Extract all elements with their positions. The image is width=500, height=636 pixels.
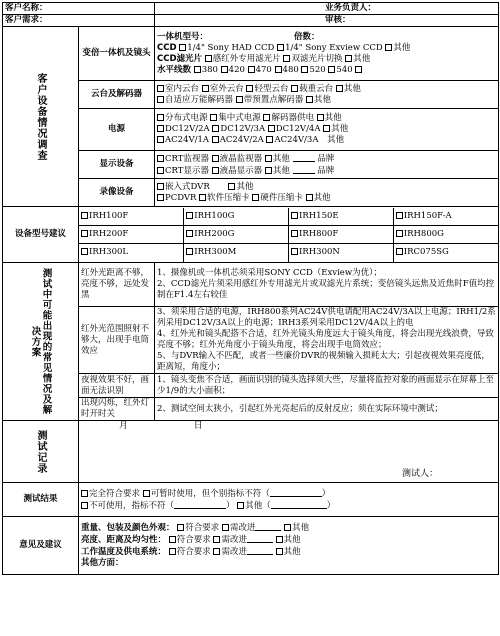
problem-flashlight-effect: 红外光范围照射不够大，出现手电筒效应 — [79, 307, 155, 374]
customer-survey-section-title: 客户设备情况调查 — [3, 27, 79, 207]
record-label: 录像设备 — [79, 179, 155, 207]
power-central-checkbox[interactable] — [210, 114, 217, 121]
appearance-other-checkbox[interactable] — [284, 524, 291, 531]
brightness-improve-blank[interactable] — [247, 534, 273, 543]
model-irh150f-a-checkbox[interactable] — [396, 212, 403, 219]
appearance-improve-checkbox[interactable] — [222, 524, 229, 531]
model-irh300n-checkbox[interactable] — [291, 248, 298, 255]
lcd-display-checkbox[interactable] — [212, 167, 219, 174]
ac-2a-checkbox[interactable] — [212, 136, 219, 143]
solution-lens-zoom: 1、镜头变焦不合适，画面识别的镜头选择须大些，尽量将监控对象的画面显示在屏幕上至少1/9的大小面积； — [155, 374, 499, 398]
result-fail-checkbox[interactable] — [81, 502, 88, 509]
tvl-480-checkbox[interactable] — [275, 66, 282, 73]
dc-4a-checkbox[interactable] — [268, 125, 275, 132]
model-irh100f-checkbox[interactable] — [81, 212, 88, 219]
tv-lines-label: 水平线数 — [157, 64, 192, 75]
ptz-label: 云台及解码器 — [79, 81, 155, 109]
brightness-other-checkbox[interactable] — [276, 536, 283, 543]
dc-2a-checkbox[interactable] — [157, 125, 164, 132]
problem-dark-distance: 红外光距离不够，亮度不够，远处发黑 — [79, 263, 155, 307]
tvl-custom-checkbox[interactable] — [355, 66, 362, 73]
model-irh100g-checkbox[interactable] — [186, 212, 193, 219]
pc-dvr-checkbox[interactable] — [157, 194, 164, 201]
ac-3a-checkbox[interactable] — [266, 136, 273, 143]
decoder-other-checkbox[interactable] — [306, 96, 313, 103]
problem-night-vision: 夜视效果不好，画面无法识别 — [79, 374, 155, 398]
test-result-title: 测试结果 — [3, 483, 79, 517]
dc-other-checkbox[interactable] — [323, 125, 330, 132]
test-record-area[interactable] — [79, 421, 499, 483]
filter-dual-checkbox[interactable] — [283, 55, 290, 62]
test-record-title: 测试记录 — [3, 421, 79, 483]
ccd-label: CCD — [157, 42, 177, 53]
customer-demand-label: 客户需求： — [3, 15, 155, 27]
brightness-label: 亮度、距离及均匀性： — [81, 535, 167, 545]
model-irh800f-checkbox[interactable] — [291, 230, 298, 237]
power-options: 分布式电源 集中式电源 解码器供电 其他 DC12V/2A DC12V/3A DC12V/4A 其他 AC24V/1A AC24V/2A AC24V/3A 其他 — [155, 109, 499, 151]
tvl-420-checkbox[interactable] — [221, 66, 228, 73]
power-distributed-checkbox[interactable] — [157, 114, 164, 121]
tester-label: 测试人： — [402, 469, 439, 479]
display-options: CRT监视器 液晶监视器 其他 品牌 CRT显示器 液晶显示器 其他 品牌 — [155, 151, 499, 179]
ccd-exview-checkbox[interactable] — [277, 44, 284, 51]
ptz-heavy-checkbox[interactable] — [291, 85, 298, 92]
model-irh150e-checkbox[interactable] — [291, 212, 298, 219]
decoder-preset-checkbox[interactable] — [236, 96, 243, 103]
opinion-title: 意见及建议 — [3, 517, 79, 575]
temperature-other-checkbox[interactable] — [276, 548, 283, 555]
filter-other-checkbox[interactable] — [345, 55, 352, 62]
ptz-options: 室内云台 室外云台 轻型云台 载重云台 其他 自适应万能解码器 带预置点解码器 其他 — [155, 81, 499, 109]
tvl-540-checkbox[interactable] — [328, 66, 335, 73]
embedded-dvr-checkbox[interactable] — [157, 183, 164, 190]
temperature-improve-blank[interactable] — [247, 546, 273, 555]
model-irh300l-checkbox[interactable] — [81, 248, 88, 255]
appearance-ok-checkbox[interactable] — [177, 524, 184, 531]
lens-label: 变倍一体机及镜头 — [79, 27, 155, 81]
display-other-blank[interactable] — [293, 153, 315, 162]
ccd-exview-option: 1/4" Sony Exview CCD — [285, 42, 383, 53]
record2-other-checkbox[interactable] — [306, 194, 313, 201]
display-label: 显示设备 — [79, 151, 155, 179]
power-decoder-checkbox[interactable] — [263, 114, 270, 121]
ccd-had-checkbox[interactable] — [179, 44, 186, 51]
model-grid: IRH100F IRH100G IRH150E IRH150F-A IRH200F IRH200G IRH800F IRH800G IRH300L IRH300M IRH300N IRC075SG — [79, 207, 499, 263]
result-fail-blank[interactable] — [174, 500, 226, 509]
filter-ir-option: 感红外专用滤光片 — [212, 53, 281, 64]
record-other-checkbox[interactable] — [228, 183, 235, 190]
ptz-light-checkbox[interactable] — [246, 85, 253, 92]
ptz-other-checkbox[interactable] — [336, 85, 343, 92]
ptz-outdoor-checkbox[interactable] — [202, 85, 209, 92]
test-report-form — [2, 2, 498, 632]
ccd-other-checkbox[interactable] — [385, 44, 392, 51]
filter-other-option: 其他 — [353, 53, 371, 64]
power-other-checkbox[interactable] — [317, 114, 324, 121]
filter-ir-checkbox[interactable] — [205, 55, 212, 62]
reviewer-label: 审核： — [155, 15, 499, 27]
model-irc075sg-checkbox[interactable] — [396, 248, 403, 255]
display2-other-checkbox[interactable] — [265, 167, 272, 174]
crt-monitor-checkbox[interactable] — [157, 155, 164, 162]
filter-dual-option: 双滤光片切换 — [291, 53, 343, 64]
result-temporary-checkbox[interactable] — [143, 490, 150, 497]
tvl-470-checkbox[interactable] — [248, 66, 255, 73]
lens-options: 一体机型号： 倍数： CCD 1/4" Sony HAD CCD 1/4" Sony Exview CCD 其他 CCD滤光片 感红外专用滤光片 双滤光片切换 其他 水平线数 380 420 470 480 520 540 — [155, 27, 499, 81]
model-suggestion-title: 设备型号建议 — [3, 207, 79, 263]
dc-3a-checkbox[interactable] — [212, 125, 219, 132]
form-table — [2, 2, 499, 575]
record-month: 月 — [119, 421, 129, 431]
ptz-indoor-checkbox[interactable] — [157, 85, 164, 92]
result-pass-checkbox[interactable] — [81, 490, 88, 497]
solution-ccd: 1、摄像机或一体机芯须采用SONY CCD（Exview为优）； 2、CCD滤光片须采用感红外专用滤光片或双滤光片系统；变倍镜头远焦及近焦时F值均控制在F1.4左右较佳 — [155, 263, 499, 307]
tvl-380-checkbox[interactable] — [194, 66, 201, 73]
decoder-adaptive-checkbox[interactable] — [157, 96, 164, 103]
temperature-improve-checkbox[interactable] — [213, 548, 220, 555]
solutions-section-title: 测试中可能出现的常见情况及解决方案 — [3, 263, 79, 421]
display-other-checkbox[interactable] — [265, 155, 272, 162]
ccd-filter-label: CCD滤光片 — [157, 53, 203, 64]
result-temporary-blank[interactable] — [270, 488, 322, 497]
tvl-520-checkbox[interactable] — [301, 66, 308, 73]
appearance-improve-blank[interactable] — [255, 522, 281, 531]
brightness-improve-checkbox[interactable] — [213, 536, 220, 543]
ac-other-option: 其他 — [327, 135, 345, 145]
solution-power-angle: 3、须采用合适的电源，IRH800系列AC24V供电请配用AC24V/3A以上电源；IRH1/2系列采用DC12V/3A以上的电源；IRH3系列采用DC12V/4A以上的电 4、红外光和镜头配搭不合适，红外光镜头角度远大于镜头角度，将会出现光线浪费，导致亮度不够；红外光角度小于镜头角度，将会出现手电筒效应； 5、与DVR输入不匹配，或者一些廉价DVR的视频输入损耗太大；引起夜视效果亮度低，距离短，角度小； — [155, 307, 499, 374]
power-label: 电源 — [79, 109, 155, 151]
model-irh200f-checkbox[interactable] — [81, 230, 88, 237]
ac-1a-checkbox[interactable] — [157, 136, 164, 143]
model-irh200g-checkbox[interactable] — [186, 230, 193, 237]
result-other-checkbox[interactable] — [237, 502, 244, 509]
result-other-blank[interactable] — [271, 500, 327, 509]
opinion-options: 重量、包装及颜色外观： 符合要求 需改进 其他 亮度、距离及均匀性： 符合要求 需改进 其他 工作温度及供电系统： 符合要求 需改进 其他 其他方面： — [79, 517, 499, 575]
brightness-ok-checkbox[interactable] — [169, 536, 176, 543]
hardware-card-checkbox[interactable] — [252, 194, 259, 201]
solution-space: 2、测试空间太狭小，引起红外光亮起后的反射反应；须在实际环境中测试； — [155, 398, 499, 421]
zoom-label: 倍数： — [293, 31, 320, 42]
test-result-options: 完全符合要求 可暂时使用，但个别指标不符（ ） 不可使用，指标不符（ ） 其他（ ） — [79, 483, 499, 517]
ccd-had-option: 1/4" Sony HAD CCD — [187, 42, 275, 53]
temperature-label: 工作温度及供电系统： — [81, 547, 167, 557]
sales-owner-label: 业务负责人： — [155, 3, 499, 15]
problem-flicker: 出现闪烁，红外灯时开时关 — [79, 398, 155, 421]
appearance-label: 重量、包装及颜色外观： — [81, 523, 175, 533]
other-aspects-label: 其他方面： — [81, 558, 124, 568]
record-options: 嵌入式DVR 其他 PCDVR 软件压缩卡 硬件压缩卡 其他 — [155, 179, 499, 207]
model-irh800g-checkbox[interactable] — [396, 230, 403, 237]
model-irh300m-checkbox[interactable] — [186, 248, 193, 255]
temperature-ok-checkbox[interactable] — [169, 548, 176, 555]
record-day: 日 — [193, 421, 203, 431]
ccd-other-option: 其他 — [393, 42, 411, 53]
model-number-label: 一体机型号： — [157, 31, 209, 42]
customer-name-label: 客户名称： — [3, 3, 155, 15]
display2-other-blank[interactable] — [293, 165, 315, 174]
crt-display-checkbox[interactable] — [157, 167, 164, 174]
lcd-monitor-checkbox[interactable] — [212, 155, 219, 162]
software-card-checkbox[interactable] — [199, 194, 206, 201]
